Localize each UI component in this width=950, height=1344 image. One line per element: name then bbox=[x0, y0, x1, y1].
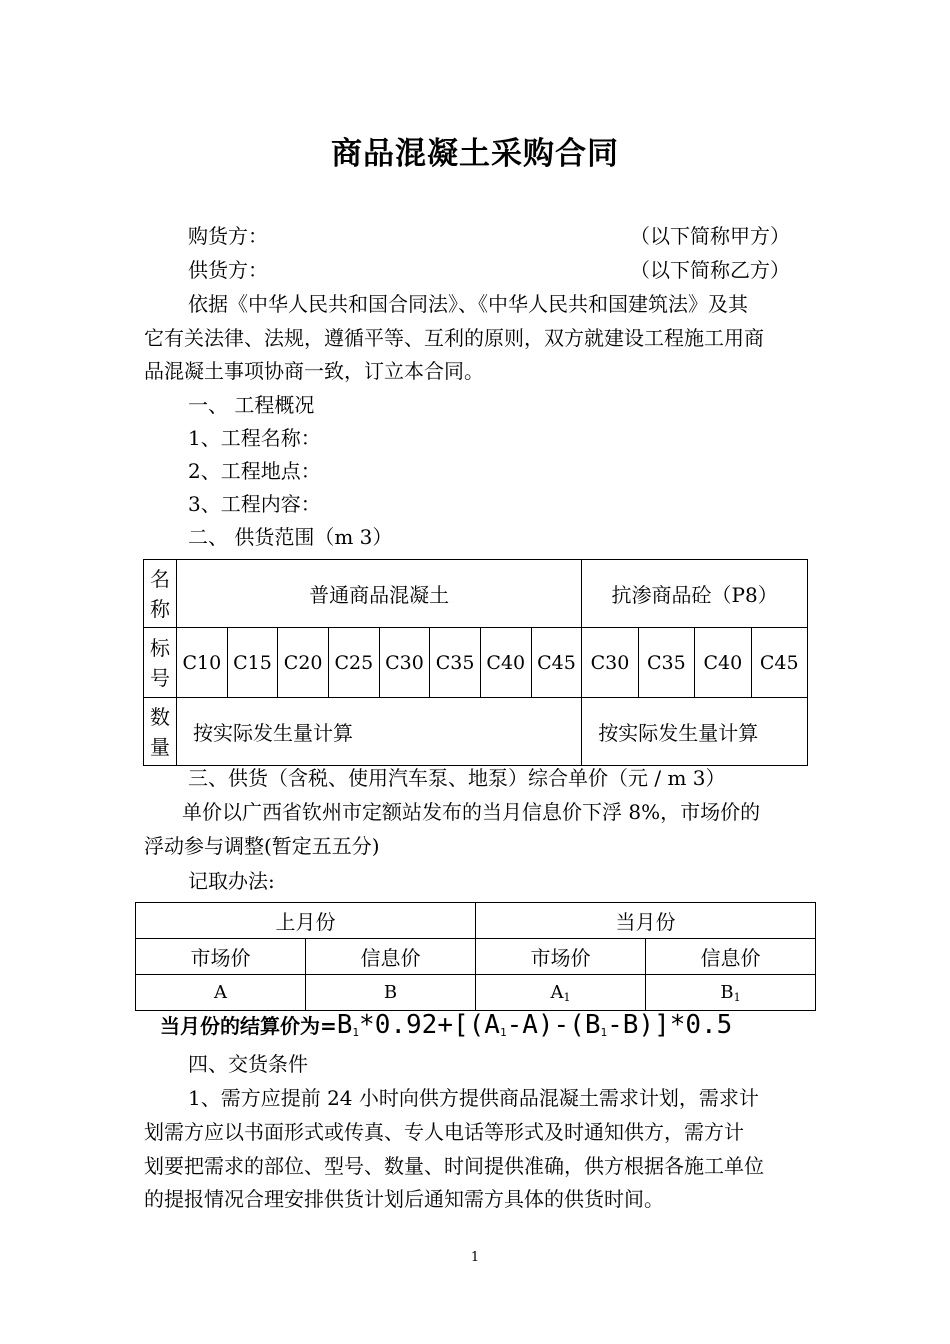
impermeable-quantity-cell: 按实际发生量计算 bbox=[582, 698, 808, 766]
price-line-2: 浮动参与调整(暂定五五分) bbox=[144, 834, 380, 858]
delivery-line-3: 划要把需求的部位、型号、数量、时间提供准确，供方根据各施工单位 bbox=[144, 1154, 764, 1178]
info-price-header: 信息价 bbox=[306, 939, 476, 975]
section-2-heading: 二、 供货范围（m 3） bbox=[188, 525, 393, 549]
grade-cell: C20 bbox=[278, 628, 329, 698]
market-price-header: 市场价 bbox=[476, 939, 646, 975]
delivery-line-1: 1、需方应提前 24 小时向供方提供商品混凝土需求计划，需求计 bbox=[188, 1086, 759, 1110]
info-price-header: 信息价 bbox=[646, 939, 816, 975]
section-4-heading: 四、交货条件 bbox=[188, 1052, 308, 1076]
normal-quantity-cell: 按实际发生量计算 bbox=[177, 698, 582, 766]
settlement-formula: 当月份的结算价为$=B_1*0.92+[(A_1-A)-(B_1-B)]*0.5$ bbox=[160, 1010, 733, 1040]
grade-cell: C40 bbox=[480, 628, 531, 698]
project-content-line: 3、工程内容： bbox=[188, 492, 321, 516]
intro-line-2: 它有关法律、法规，遵循平等、互利的原则，双方就建设工程施工用商 bbox=[144, 326, 764, 350]
grade-cell: C45 bbox=[751, 628, 807, 698]
page-number: 1 bbox=[470, 1250, 480, 1265]
last-month-header: 上月份 bbox=[136, 903, 476, 939]
grade-cell: C10 bbox=[177, 628, 228, 698]
row-label-grade: 标 号 bbox=[144, 628, 177, 698]
grade-cell: C30 bbox=[379, 628, 430, 698]
row-label-quantity: 数 量 bbox=[144, 698, 177, 766]
project-name-line: 1、工程名称： bbox=[188, 426, 321, 450]
formula-label: 当月份的结算价为= bbox=[160, 1014, 337, 1038]
value-b1: $B_1$ bbox=[646, 975, 816, 1011]
section-3-heading: 三、供货（含税、使用汽车泵、地泵）综合单价（元 / m 3） bbox=[188, 766, 726, 790]
buyer-note: （以下简称甲方） bbox=[630, 224, 790, 248]
value-a: A bbox=[136, 975, 306, 1011]
normal-concrete-header: 普通商品混凝土 bbox=[177, 560, 582, 628]
method-label: 记取办法: bbox=[188, 869, 275, 893]
supply-range-table bbox=[143, 559, 808, 766]
grade-cell: C45 bbox=[531, 628, 582, 698]
market-price-header: 市场价 bbox=[136, 939, 306, 975]
supplier-label: 供货方： bbox=[188, 258, 268, 282]
this-month-header: 当月份 bbox=[476, 903, 816, 939]
buyer-label: 购货方： bbox=[188, 224, 268, 248]
intro-line-3: 品混凝土事项协商一致，订立本合同。 bbox=[144, 359, 484, 383]
value-b: B bbox=[306, 975, 476, 1011]
delivery-line-2: 划需方应以书面形式或传真、专人电话等形式及时通知供方，需方计 bbox=[144, 1120, 744, 1144]
grade-cell: C40 bbox=[695, 628, 751, 698]
grade-cell: C25 bbox=[328, 628, 379, 698]
delivery-line-4: 的提报情况合理安排供货计划后通知需方具体的供货时间。 bbox=[144, 1187, 664, 1211]
grade-cell: C35 bbox=[638, 628, 694, 698]
impermeable-concrete-header: 抗渗商品砼（P8） bbox=[582, 560, 808, 628]
intro-line-1: 依据《中华人民共和国合同法》、《中华人民共和国建筑法》及其 bbox=[188, 292, 748, 316]
document-title: 商品混凝土采购合同 bbox=[331, 136, 619, 172]
project-location-line: 2、工程地点： bbox=[188, 459, 321, 483]
price-line-1: 单价以广西省钦州市定额站发布的当月信息价下浮 8%，市场价的 bbox=[182, 800, 761, 824]
grade-cell: C30 bbox=[582, 628, 638, 698]
row-label-name: 名 称 bbox=[144, 560, 177, 628]
supplier-note: （以下简称乙方） bbox=[630, 258, 790, 282]
grade-cell: C35 bbox=[430, 628, 481, 698]
grade-cell: C15 bbox=[227, 628, 278, 698]
section-1-heading: 一、 工程概况 bbox=[188, 393, 315, 417]
price-method-table bbox=[135, 902, 816, 1011]
value-a1: $A_1$ bbox=[476, 975, 646, 1011]
